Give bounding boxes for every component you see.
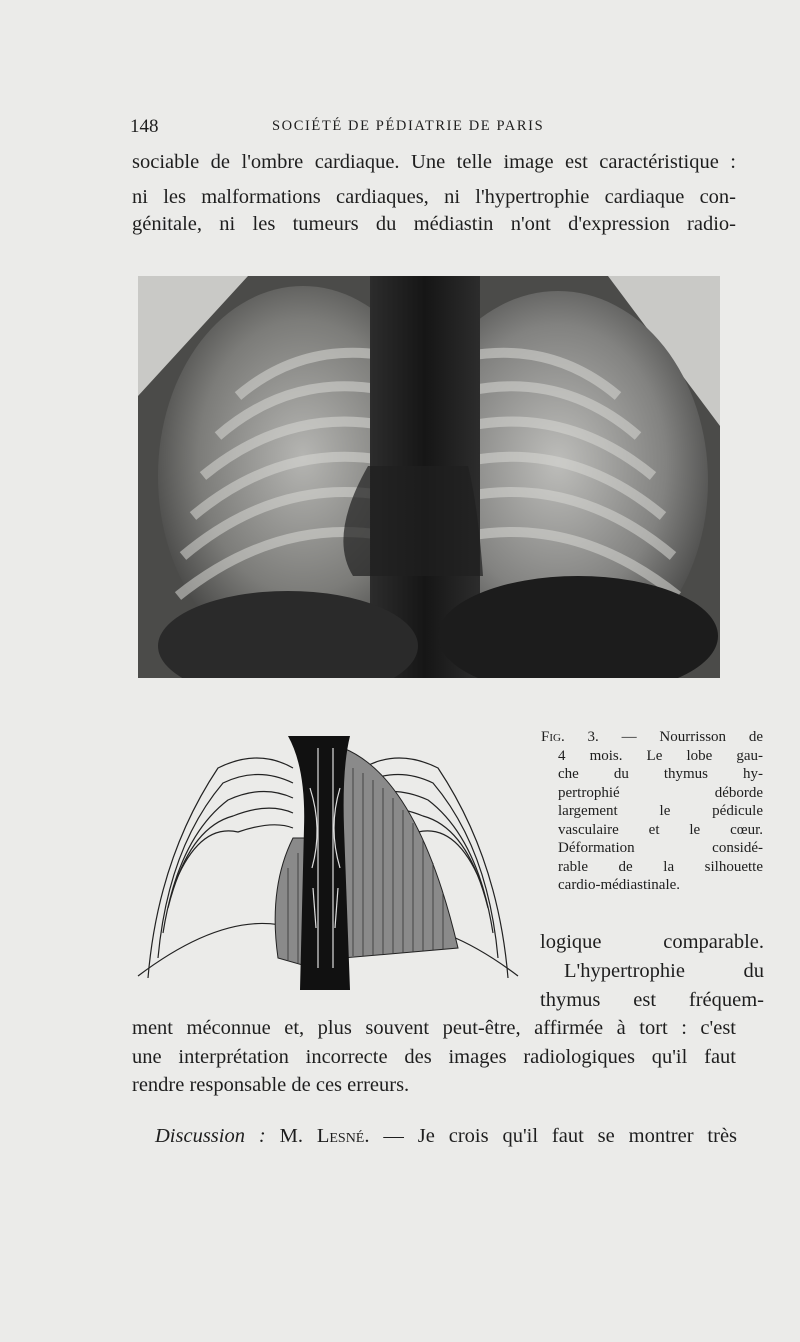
caption-line: cardio-médiastinale.: [558, 877, 681, 893]
thymus-schematic-diagram: [128, 728, 528, 1000]
discussion-label: Discussion :: [155, 1125, 266, 1147]
caption-line: che du thymus hy-: [558, 766, 763, 782]
caption-line: pertrophié déborde: [558, 784, 763, 801]
body-line: L'hypertrophie du: [564, 960, 764, 982]
body-line: ment méconnue et, plus souvent peut-être, affirmée à tort : c'est: [132, 1017, 736, 1039]
page-number: 148: [130, 116, 159, 137]
caption-line: Fig. 3. — Nourrisson de: [541, 729, 764, 745]
running-head: SOCIÉTÉ DE PÉDIATRIE DE PARIS: [272, 118, 545, 134]
figure-caption: [541, 728, 763, 895]
body-line: génitale, ni les tumeurs du médiastin n'ont d'expression radio-: [132, 213, 736, 235]
body-line: logique comparable.: [540, 931, 764, 953]
body-line: thymus est fréquem-: [540, 989, 764, 1011]
caption-line: largement le pédicule: [558, 803, 763, 819]
caption-line: vasculaire et le cœur.: [558, 821, 763, 838]
figure-label: Fig. 3.: [541, 729, 599, 745]
caption-line: rable de la silhouette: [558, 858, 763, 875]
body-line: rendre responsable de ces erreurs.: [132, 1074, 410, 1096]
discussion-line: [155, 1122, 737, 1150]
caption-line: 4 mois. Le lobe gau-: [558, 747, 763, 764]
body-line: sociable de l'ombre cardiaque. Une telle image est caractéristique :: [132, 151, 736, 173]
chest-radiograph: [138, 276, 720, 678]
discussion-text: — Je crois qu'il faut se montrer très: [383, 1125, 738, 1147]
body-line: une interprétation incorrecte des images radiologiques qu'il faut: [132, 1046, 736, 1068]
speaker-name: M. Lesné.: [279, 1125, 370, 1147]
caption-line: Déformation considé-: [558, 840, 763, 856]
body-line: ni les malformations cardiaques, ni l'hypertrophie cardiaque con-: [132, 186, 736, 208]
